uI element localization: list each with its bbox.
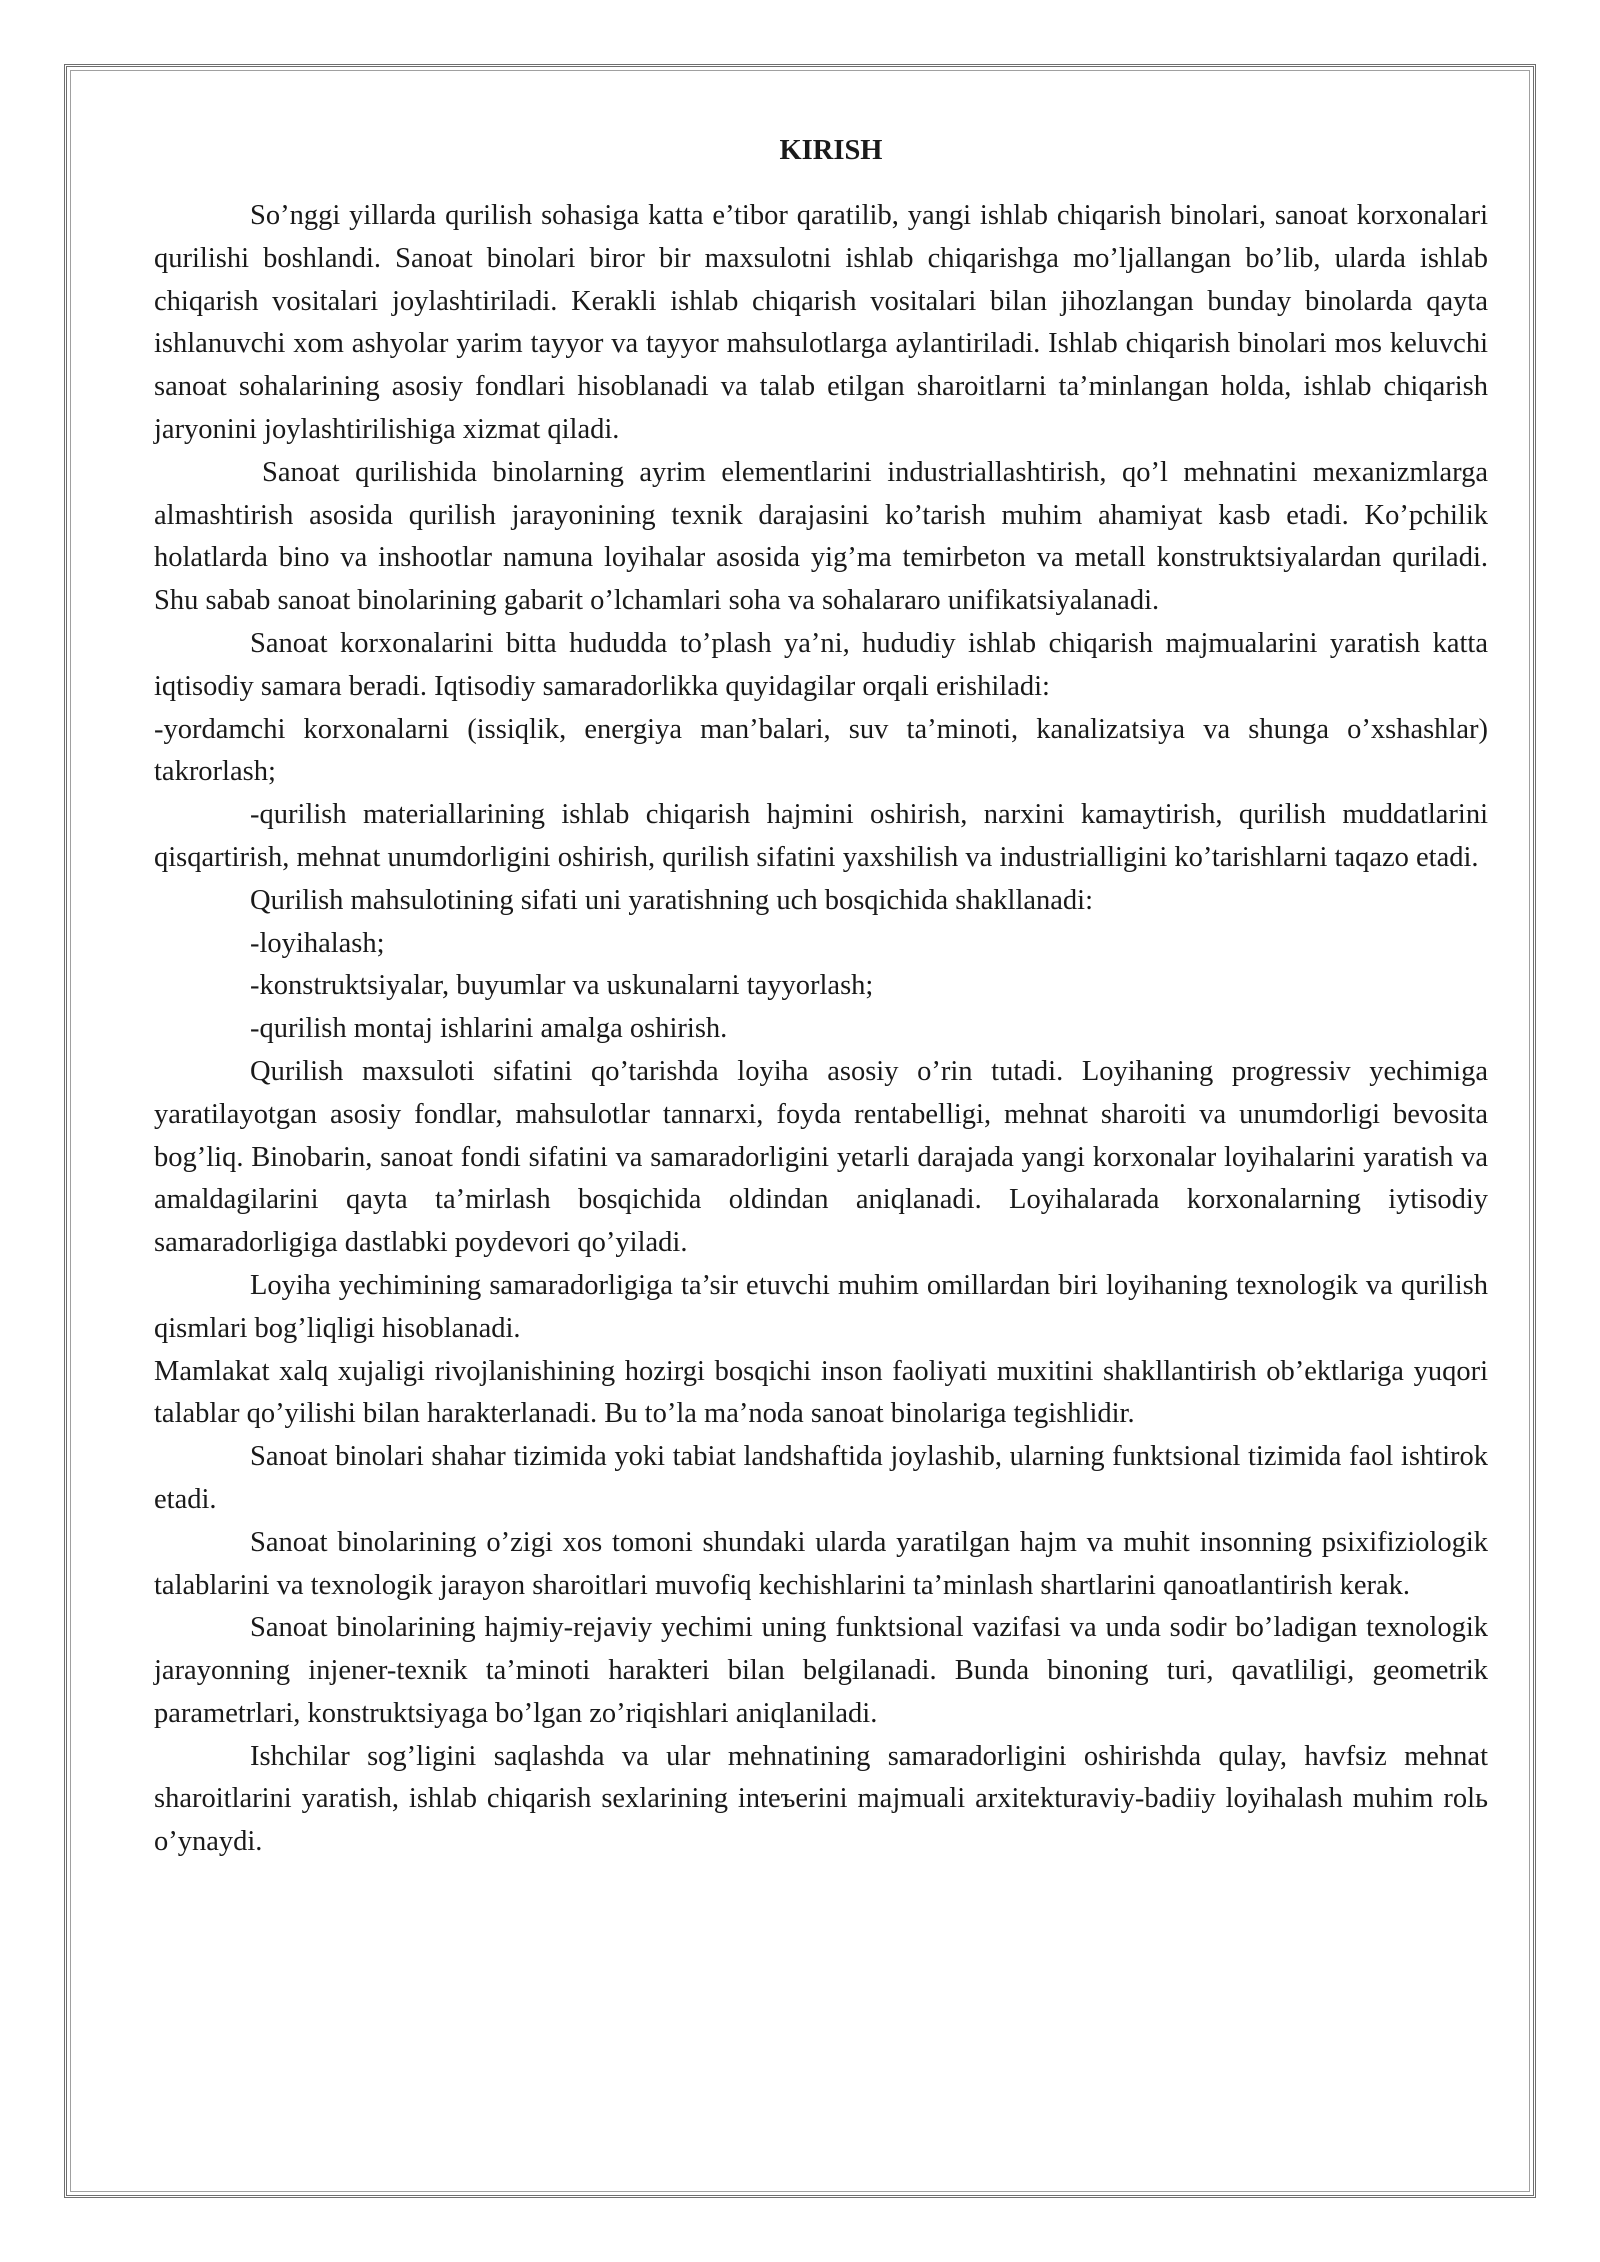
paragraph-2: Sanoat qurilishida binolarning ayrim elementlarini industriallashtirish, qo’l mehnatini mexanizmlarga almashtirish asosida qurilish jarayonining texnik darajasini ko’tarish muhim ahamiyat kasb etadi. Ko’pchilik holatlarda bino va inshootlar namuna loyihalar asosida yig’ma temirbeton va metall konstruktsiyalardan quriladi. Shu sabab sanoat binolarining gabarit o’lchamlari soha va sohalararo unifikatsiyalanadi.	[154, 456, 1488, 617]
paragraph-3: Sanoat korxonalarini bitta hududda to’plash ya’ni, hududiy ishlab chiqarish majmualarini yaratish katta iqtisodiy samara beradi. Iqtisodiy samaradorlikka quyidagilar orqali erishiladi:	[154, 627, 1488, 702]
paragraph-11: Ishchilar sog’ligini saqlashda va ular mehnatining samaradorligini oshirishda qulay, havfsiz mehnat sharoitlarini yaratish, ishlab chiqarish sexlarining inteъerini majmuali arxitekturaviy-badiiy loyihalash muhim rolь o’ynaydi.	[154, 1740, 1488, 1858]
list-item-2: -qurilish materiallarining ishlab chiqarish hajmini oshirish, narxini kamaytirish, qurilish muddatlarini qisqartirish, mehnat unumdorligini oshirish, qurilish sifatini yaxshilish va industrialligini ko’tarishlarni taqazo etadi.	[154, 799, 1488, 873]
paragraph-4: Qurilish mahsulotining sifati uni yaratishning uch bosqichida shakllanadi:	[250, 884, 1094, 916]
list-item-3: -loyihalash;	[250, 927, 385, 959]
list-item-5: -qurilish montaj ishlarini amalga oshirish.	[250, 1013, 728, 1045]
paragraph-7: Mamlakat xalq xujaligi rivojlanishining hozirgi bosqichi inson faoliyati muxitini shakllantirish ob’ektlariga yuqori talablar qo’yilishi bilan harakterlanadi. Bu to’la ma’noda sanoat binolariga tegishlidir.	[154, 1355, 1488, 1430]
paragraph-10: Sanoat binolarining hajmiy-rejaviy yechimi uning funktsional vazifasi va unda sodir bo’ladigan texnologik jarayonning injener-texnik ta’minoti harakteri bilan belgilanadi. Bunda binoning turi, qavatliligi, geometrik parametrlari, konstruktsiyaga bo’lgan zo’riqishlari aniqlaniladi.	[154, 1612, 1488, 1729]
paragraph-1: So’nggi yillarda qurilish sohasiga katta e’tibor qaratilib, yangi ishlab chiqarish binolari, sanoat korxonalari qurilishi boshlandi. Sanoat binolari biror bir maxsulotni ishlab chiqarishga mo’ljallangan bo’lib, ularda ishlab chiqarish vositalari joylashtiriladi. Kerakli ishlab chiqarish vositalari bilan jihozlangan bunday binolarda qayta ishlanuvchi xom ashyolar yarim tayyor va tayyor mahsulotlarga aylantiriladi. Ishlab chiqarish binolari mos keluvchi sanoat sohalarining asosiy fondlari hisoblanadi va talab etilgan sharoitlarni ta’minlangan holda, ishlab chiqarish jaryonini joylashtirilishiga xizmat qiladi.	[154, 200, 1488, 445]
document-title: KIRISH	[779, 135, 883, 166]
paragraph-6: Loyiha yechimining samaradorligiga ta’sir etuvchi muhim omillardan biri loyihaning texnologik va qurilish qismlari bog’liqligi hisoblanadi.	[154, 1269, 1488, 1344]
list-item-4: -konstruktsiyalar, buyumlar va uskunalarni tayyorlash;	[250, 970, 874, 1002]
paragraph-9: Sanoat binolarining o’zigi xos tomoni shundaki ularda yaratilgan hajm va muhit insonning psixifiziologik talablarini va texnologik jarayon sharoitlari muvofiq kechishlarini ta’minlash shartlarini qanoatlantirish kerak.	[154, 1526, 1488, 1601]
paragraph-8: Sanoat binolari shahar tizimida yoki tabiat landshaftida joylashib, ularning funktsional tizimida faol ishtirok etadi.	[154, 1441, 1488, 1515]
paragraph-5: Qurilish maxsuloti sifatini qo’tarishda loyiha asosiy o’rin tutadi. Loyihaning progressiv yechimiga yaratilayotgan asosiy fondlar, mahsulotlar tannarxi, foyda rentabelligi, mehnat sharoiti va unumdorligi bevosita bog’liq. Binobarin, sanoat fondi sifatini va samaradorligini yetarli darajada yangi korxonalar loyihalarini yaratish va amaldagilarini qayta ta’mirlash bosqichida oldindan aniqlanadi. Loyihalarada korxonalarning iytisodiy samaradorligiga dastlabki poydevori qo’yiladi.	[154, 1055, 1488, 1259]
document-body	[154, 130, 1488, 1864]
list-item-1: -yordamchi korxonalarni (issiqlik, energiya man’balari, suv ta’minoti, kanalizatsiya va shunga o’xshashlar) takrorlash;	[154, 713, 1488, 788]
